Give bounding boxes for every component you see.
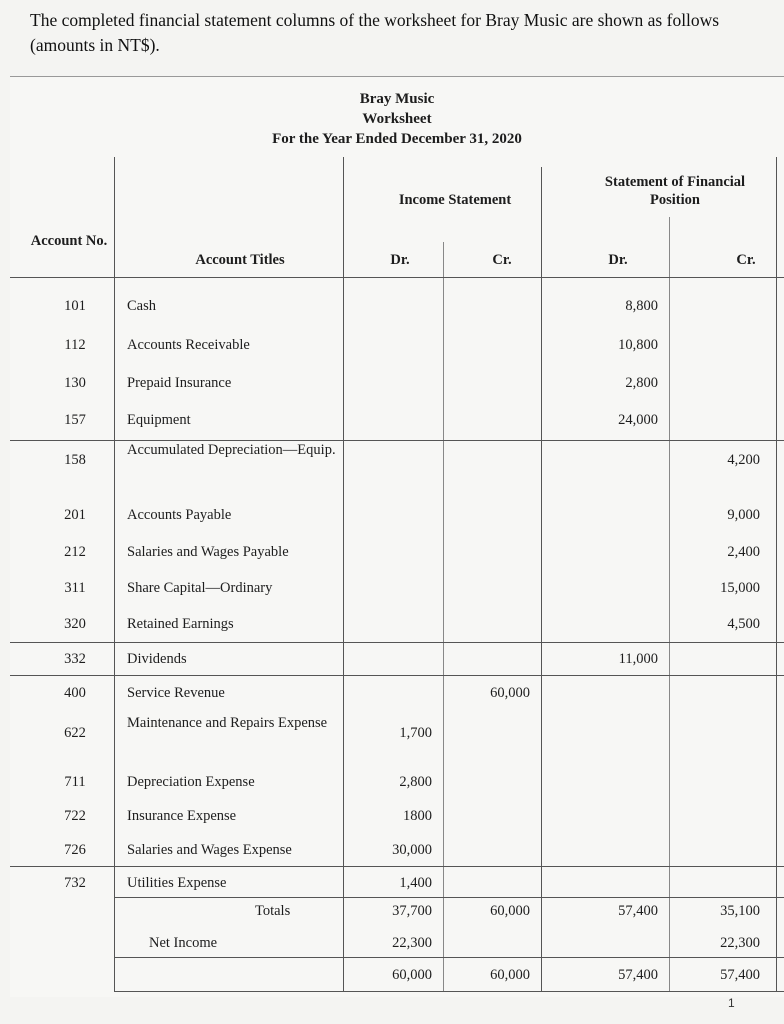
totals-is-dr: 37,700 [392, 903, 432, 919]
account-number: 112 [64, 337, 86, 353]
account-number: 726 [64, 842, 86, 858]
document-title: Worksheet [362, 111, 432, 127]
sfp-dr-amount: 24,000 [618, 412, 658, 428]
final-is-cr: 60,000 [490, 967, 530, 983]
account-title: Salaries and Wages Expense [127, 842, 292, 858]
sfp-cr-amount: 15,000 [720, 580, 760, 596]
problem-intro: The completed financial statement columns of the worksheet for Bray Music are shown as follows (amounts in NT$). [30, 10, 720, 55]
account-title: Accounts Receivable [127, 337, 250, 353]
totals-rule [114, 897, 784, 898]
account-title: Accumulated Depreciation—Equip. [127, 442, 336, 458]
net-income-label: Net Income [149, 935, 218, 951]
final-sfp-cr: 57,400 [720, 967, 760, 983]
account-title: Salaries and Wages Payable [127, 544, 289, 560]
account-number: 320 [64, 616, 86, 632]
worksheet [10, 76, 784, 997]
account-number: 130 [64, 375, 86, 391]
account-no-header: Account No. [30, 233, 108, 249]
totals-is-cr: 60,000 [490, 903, 530, 919]
net-income-sfp-cr: 22,300 [720, 935, 760, 951]
account-title: Cash [127, 298, 156, 314]
section-rule [10, 440, 784, 441]
is-dr-amount: 1,400 [399, 875, 432, 891]
section-rule [10, 866, 784, 867]
sfp-dr-amount: 8,800 [625, 298, 658, 314]
is-dr-amount: 1,700 [399, 725, 432, 741]
account-number: 212 [64, 544, 86, 560]
divider-sfp [669, 217, 670, 992]
header-rule [10, 277, 784, 278]
account-title: Depreciation Expense [127, 774, 255, 790]
account-title: Share Capital—Ordinary [127, 580, 273, 596]
sfp-cr-amount: 4,500 [727, 616, 760, 632]
account-number: 722 [64, 808, 86, 824]
account-number: 622 [64, 725, 86, 741]
sfp-header: Statement of Financial Position [604, 174, 746, 208]
account-title: Maintenance and Repairs Expense [127, 715, 328, 731]
account-number: 201 [64, 507, 86, 523]
sfp-cr-amount: 2,400 [727, 544, 760, 560]
account-title: Service Revenue [127, 685, 225, 701]
account-title: Accounts Payable [127, 507, 232, 523]
period-line: For the Year Ended December 31, 2020 [272, 131, 522, 147]
sfp-cr-amount: 4,200 [727, 452, 760, 468]
account-number: 157 [64, 412, 86, 428]
account-titles-header: Account Titles [195, 252, 285, 268]
account-title: Retained Earnings [127, 616, 234, 632]
net-income-is-dr: 22,300 [392, 935, 432, 951]
sfp-dr-amount: 2,800 [625, 375, 658, 391]
section-rule [10, 675, 784, 676]
account-title: Equipment [127, 412, 191, 428]
bottom-rule [114, 991, 784, 992]
account-title: Utilities Expense [127, 875, 227, 891]
is-cr-header: Cr. [492, 252, 512, 268]
page-number: 1 [728, 996, 735, 1010]
sfp-cr-amount: 9,000 [727, 507, 760, 523]
final-is-dr: 60,000 [392, 967, 432, 983]
divider-is [443, 242, 444, 992]
is-dr-amount: 30,000 [392, 842, 432, 858]
final-sfp-dr: 57,400 [618, 967, 658, 983]
account-number: 711 [64, 774, 86, 790]
sfp-dr-header: Dr. [608, 252, 628, 268]
account-number: 332 [64, 651, 86, 667]
account-title: Prepaid Insurance [127, 375, 232, 391]
totals-sfp-cr: 35,100 [720, 903, 760, 919]
account-title: Dividends [127, 651, 187, 667]
account-number: 732 [64, 875, 86, 891]
account-number: 311 [64, 580, 86, 596]
is-dr-header: Dr. [390, 252, 410, 268]
sfp-cr-header: Cr. [736, 252, 756, 268]
totals-sfp-dr: 57,400 [618, 903, 658, 919]
account-number: 158 [64, 452, 86, 468]
is-cr-amount: 60,000 [490, 685, 530, 701]
account-number: 400 [64, 685, 86, 701]
is-dr-amount: 2,800 [399, 774, 432, 790]
sfp-dr-amount: 11,000 [618, 651, 658, 667]
section-rule [10, 642, 784, 643]
company-name: Bray Music [359, 91, 435, 107]
sfp-dr-amount: 10,800 [618, 337, 658, 353]
final-rule [114, 957, 784, 958]
is-dr-amount: 1800 [403, 808, 432, 824]
account-number: 101 [64, 298, 86, 314]
totals-label: Totals [255, 903, 291, 919]
divider-middle [541, 167, 542, 992]
income-statement-header: Income Statement [398, 192, 512, 208]
account-title: Insurance Expense [127, 808, 237, 824]
